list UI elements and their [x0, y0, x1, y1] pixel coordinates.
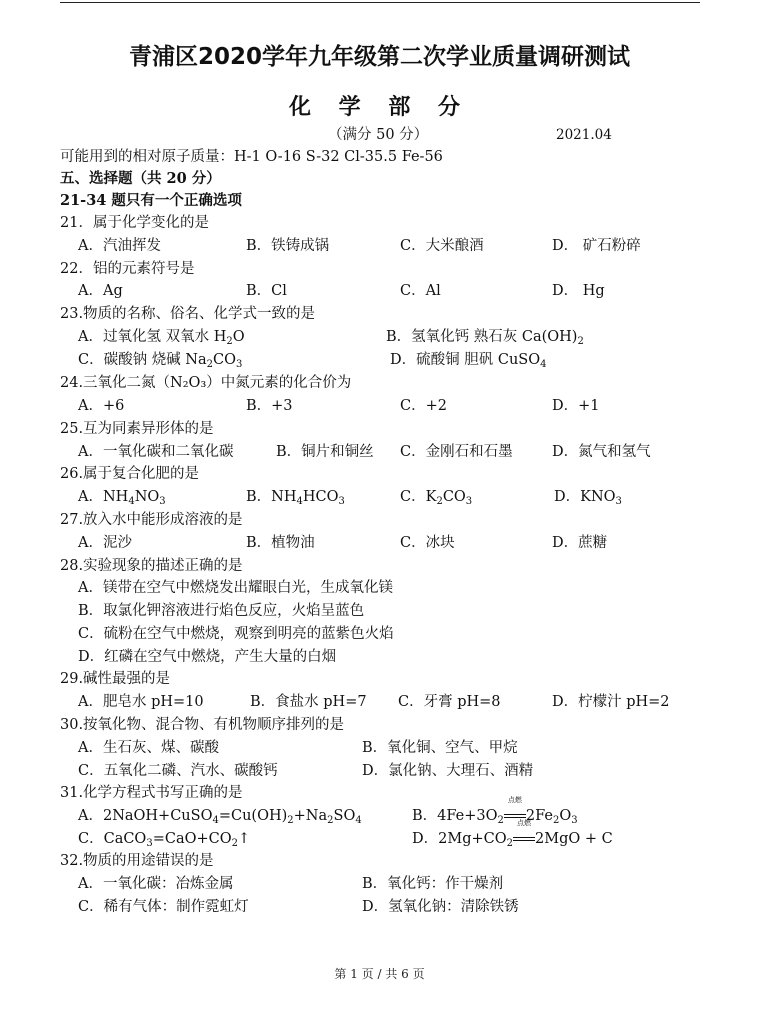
q30-option-d: D．氯化钠、大理石、酒精	[362, 763, 534, 779]
q22-option-d: D． Hg	[552, 283, 605, 299]
q23-stem: 23.物质的名称、俗名、化学式一致的是	[60, 306, 316, 322]
q22-stem: 22．铝的元素符号是	[60, 261, 195, 277]
q31-stem: 31.化学方程式书写正确的是	[60, 785, 243, 801]
q21-option-a: A．汽油挥发	[78, 238, 161, 254]
q31-option-a: A．$2NaOH+CuSO_4=Cu(OH)_2+Na_2SO_4$	[78, 808, 362, 826]
q30-option-b: B．氧化铜、空气、甲烷	[362, 740, 518, 756]
q27-stem: 27.放入水中能形成溶液的是	[60, 512, 243, 528]
q21-option-b: B．铁铸成锅	[246, 238, 330, 254]
q27-options	[60, 532, 720, 554]
q29-option-d: D．柠檬汁 pH=2	[552, 694, 670, 710]
q22-option-c: C．Al	[400, 283, 441, 299]
section-title: 五、选择题（共 20 分）	[60, 170, 221, 187]
q31-option-c: C．$CaCO_3=CaO+CO_2↑$	[78, 831, 251, 849]
q25-option-d: D．氮气和氢气	[552, 444, 651, 460]
q31-option-d: D．$2Mg+CO_2$ 点燃 2MgO + C	[412, 819, 613, 849]
q32-option-d: D．氢氧化钠：清除铁锈	[362, 899, 519, 915]
q25-option-a: A．一氧化碳和二氧化碳	[78, 444, 234, 460]
q29-options	[60, 691, 720, 713]
section-instruction: 21-34 题只有一个正确选项	[60, 192, 242, 209]
q23-option-d: D．硫酸铜 胆矾 CuSO$_4$	[390, 352, 547, 370]
top-rule	[60, 2, 700, 3]
q30-stem: 30.按氧化物、混合物、有机物顺序排列的是	[60, 717, 345, 733]
q22-option-a: A．Ag	[78, 283, 123, 299]
q32-options-cd	[60, 896, 720, 918]
q25-options	[60, 441, 720, 463]
q25-option-c: C．金刚石和石墨	[400, 444, 513, 460]
q29-stem: 29.碱性最强的是	[60, 671, 171, 687]
q23-option-a: A．过氧化氢 双氧水 $H_2O$	[78, 329, 245, 347]
reaction-condition: 点燃	[513, 828, 535, 850]
q26-option-d: D．$KNO_3$	[554, 489, 622, 507]
q28-option-d: D．红磷在空气中燃烧，产生大量的白烟	[78, 649, 337, 665]
score-line	[60, 124, 720, 146]
q23-option-c: C．碳酸钠 烧碱 $Na_2CO_3$	[78, 352, 243, 370]
q28-option-a: A．镁带在空气中燃烧发出耀眼白光，生成氧化镁	[78, 580, 393, 596]
q32-options-ab	[60, 873, 720, 895]
q24-options	[60, 395, 720, 417]
q24-option-d: D．+1	[552, 398, 600, 414]
reaction-condition: 点燃	[504, 805, 526, 827]
q23-option-b: B．氢氧化钙 熟石灰 $Ca(OH)_2$	[386, 329, 584, 347]
q24-stem: 24.三氧化二氮（N₂O₃）中氮元素的化合价为	[60, 375, 352, 391]
q31-options-ab	[60, 796, 720, 827]
q27-option-b: B．植物油	[246, 535, 315, 551]
q29-option-a: A．肥皂水 pH=10	[78, 694, 204, 710]
q31-option-b: B．$4Fe+3O_2$ 点燃 $2Fe_2O_3$	[412, 796, 578, 826]
q32-option-b: B．氧化钙：作干燥剂	[362, 876, 504, 892]
section-subtitle: 化 学 部 分	[289, 95, 470, 120]
q26-options	[60, 486, 720, 508]
q32-option-a: A．一氧化碳：冶炼金属	[78, 876, 234, 892]
exam-date: 2021.04	[556, 127, 612, 143]
q25-option-b: B．铜片和铜丝	[276, 444, 374, 460]
q22-options	[60, 280, 720, 302]
q26-stem: 26.属于复合化肥的是	[60, 466, 200, 482]
q32-stem: 32.物质的用途错误的是	[60, 853, 214, 869]
q21-option-c: C．大米酿酒	[400, 238, 484, 254]
q24-option-b: B．+3	[246, 398, 293, 414]
q26-option-a: A．$NH_4NO_3$	[78, 489, 166, 507]
q25-stem: 25.互为同素异形体的是	[60, 421, 214, 437]
q27-option-d: D．蔗糖	[552, 535, 608, 551]
q23-options-ab	[60, 326, 720, 348]
q28-option-c: C．硫粉在空气中燃烧，观察到明亮的蓝紫色火焰	[78, 626, 394, 642]
q28-stem: 28.实验现象的描述正确的是	[60, 558, 243, 574]
q30-options-ab	[60, 737, 720, 759]
atomic-masses: 可能用到的相对原子质量：H-1 O-16 S-32 Cl-35.5 Fe-56	[60, 149, 443, 165]
q26-option-c: C．$K_2CO_3$	[400, 489, 473, 507]
q27-option-c: C．冰块	[400, 535, 455, 551]
q26-option-b: B．$NH_4HCO_3$	[246, 489, 345, 507]
q21-stem: 21．属于化学变化的是	[60, 215, 209, 231]
q24-option-a: A．+6	[78, 398, 125, 414]
q31-options-cd	[60, 819, 720, 850]
q27-option-a: A．泥沙	[78, 535, 132, 551]
full-score: （满分 50 分）	[328, 127, 429, 143]
exam-title: 青浦区2020学年九年级第二次学业质量调研测试	[128, 44, 630, 70]
page-footer: 第 1 页 / 共 6 页	[334, 967, 425, 981]
q30-option-a: A．生石灰、煤、碳酸	[78, 740, 219, 756]
q21-option-d: D． 矿石粉碎	[552, 238, 641, 254]
q30-option-c: C．五氧化二磷、汽水、碳酸钙	[78, 763, 278, 779]
q30-options-cd	[60, 760, 720, 782]
q32-option-c: C．稀有气体：制作霓虹灯	[78, 899, 249, 915]
q28-option-b: B．取氯化钾溶液进行焰色反应，火焰呈蓝色	[78, 603, 365, 619]
q23-options-cd	[60, 349, 720, 371]
q29-option-b: B．食盐水 pH=7	[250, 694, 367, 710]
q21-options	[60, 235, 720, 257]
q29-option-c: C．牙膏 pH=8	[398, 694, 501, 710]
q24-option-c: C．+2	[400, 398, 447, 414]
q22-option-b: B．Cl	[246, 283, 287, 299]
